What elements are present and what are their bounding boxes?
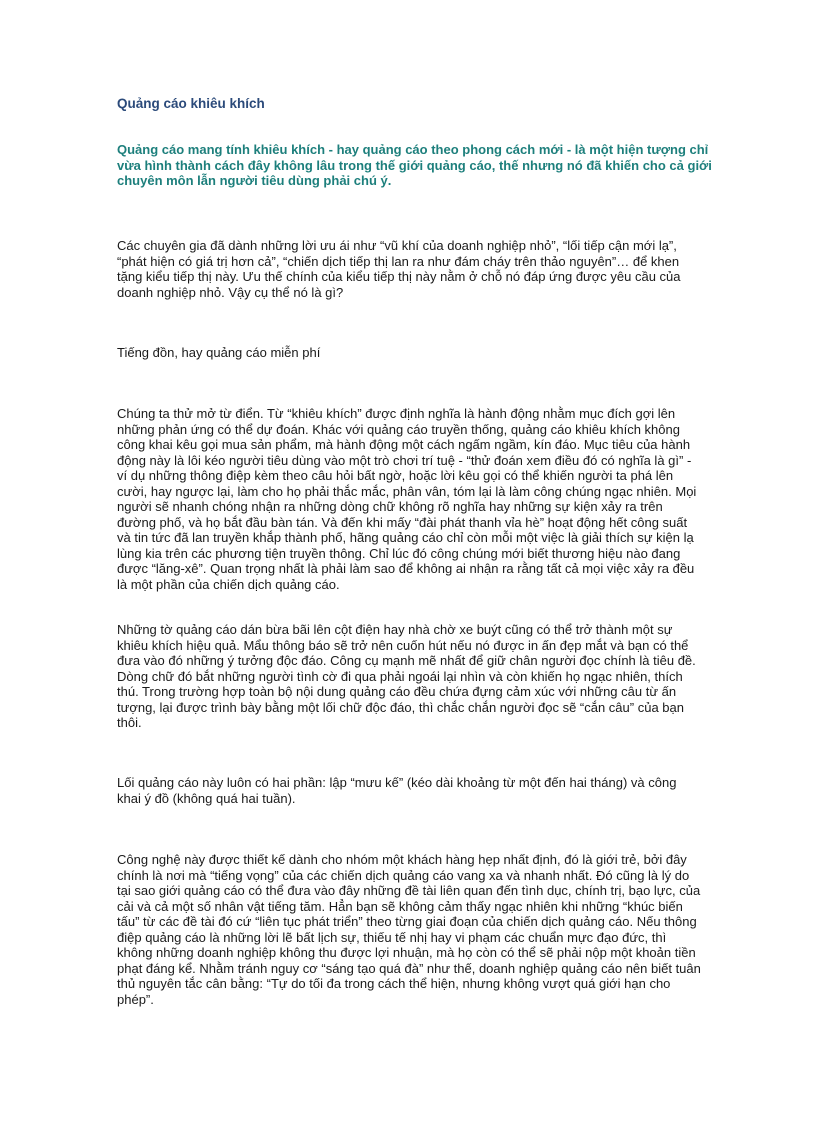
body-paragraph: Những tờ quảng cáo dán bừa bãi lên cột điện hay nhà chờ xe buýt cũng có thể trở thành một sự khiêu khích hiệu quả. Mẩu thông báo sẽ trở nên cuốn hút nếu nó được in ấn đẹp mắt và bạn có thể đưa vào đó những ý tưởng độc đáo. Công cụ mạnh mẽ nhất để giữ chân người đọc chính là tiêu đề. Dòng chữ đó bắt những người tình cờ đi qua phải ngoái lại nhìn và còn khiến họ ngạc nhiên, thích thú. Trong trường hợp toàn bộ nội dung quảng cáo đều chứa đựng cảm xúc với những câu từ ấn tượng, lại được trình bày bằng một lối chữ độc đáo, thì chắc chắn người đọc sẽ “cắn câu” của bạn thôi.	[117, 622, 696, 730]
body-paragraph: Lối quảng cáo này luôn có hai phần: lập “mưu kế” (kéo dài khoảng từ một đến hai tháng) và công khai ý đồ (không quá hai tuần).	[117, 775, 677, 806]
body-paragraph: Các chuyên gia đã dành những lời ưu ái như “vũ khí của doanh nghiệp nhỏ”, “lối tiếp cận mới lạ”, “phát hiện có giá trị hơn cả”, “chiến dịch tiếp thị lan ra như đám cháy trên thảo nguyên”… để khen tặng kiểu tiếp thị này. Ưu thế chính của kiểu tiếp thị này nằm ở chỗ nó đáp ứng được yêu cầu của doanh nghiệp nhỏ. Vậy cụ thể nó là gì?	[117, 238, 681, 300]
section-heading: Tiếng đồn, hay quảng cáo miễn phí	[117, 345, 321, 360]
document-title: Quảng cáo khiêu khích	[117, 96, 265, 111]
lead-paragraph: Quảng cáo mang tính khiêu khích - hay quảng cáo theo phong cách mới - là một hiện tượng chỉ vừa hình thành cách đây không lâu trong thế giới quảng cáo, thế nhưng nó đã khiến cho cả giới chuyên môn lẫn người tiêu dùng phải chú ý.	[117, 142, 712, 188]
body-paragraph: Công nghệ này được thiết kế dành cho nhóm một khách hàng hẹp nhất định, đó là giới trẻ, bởi đây chính là nơi mà “tiếng vọng” của các chiến dịch quảng cáo vang xa và nhanh nhất. Đó cũng là lý do tại sao giới quảng cáo có thể đưa vào đây những đề tài liên quan đến tình dục, chính trị, bạo lực, của cải và cả một số nhân vật tiếng tăm. Hẳn bạn sẽ không cảm thấy ngạc nhiên khi những “khúc biến tấu” từ các đề tài đó cứ “liên tục phát triển” theo từng giai đoạn của chiến dịch quảng cáo. Nếu thông điệp quảng cáo là những lời lẽ bất lịch sự, thiếu tế nhị hay vi phạm các chuẩn mực đạo đức, thì không những doanh nghiệp không thu được lợi nhuận, mà họ còn có thể sẽ phải nộp một khoản tiền phạt đáng kể. Nhằm tránh nguy cơ “sáng tạo quá đà” như thế, doanh nghiệp quảng cáo nên biết tuân thủ nguyên tắc cân bằng: “Tự do tối đa trong cách thể hiện, nhưng không vượt quá giới hạn cho phép”.	[117, 852, 701, 1007]
body-paragraph: Chúng ta thử mở từ điển. Từ “khiêu khích” được định nghĩa là hành động nhằm mục đích gợi lên những phản ứng có thể dự đoán. Khác với quảng cáo truyền thống, quảng cáo khiêu khích không công khai kêu gọi mua sản phẩm, mà hành động một cách ngấm ngầm, kín đáo. Mục tiêu của hành động này là lôi kéo người tiêu dùng vào một trò chơi trí tuệ - “thử đoán xem điều đó có nghĩa là gì” - ví dụ những thông điệp kèm theo câu hỏi bất ngờ, hoặc lời kêu gọi có thể khiến người ta phá lên cười, hay ngược lại, làm cho họ phải thắc mắc, phân vân, tóm lại là làm công chúng ngạc nhiên. Mọi người sẽ nhanh chóng nhận ra những dòng chữ không rõ nghĩa hay những sự kiện xảy ra trên đường phố, và họ bắt đầu bàn tán. Và đến khi mấy “đài phát thanh vỉa hè” hoạt động hết công suất và tin tức đã lan truyền khắp thành phố, hãng quảng cáo chỉ còn mỗi một việc là giải thích sự kiện lạ lùng kia trên các phương tiện truyền thông. Chỉ lúc đó công chúng mới biết thương hiệu nào đang được “lăng-xê”. Quan trọng nhất là phải làm sao để không ai nhận ra rằng tất cả mọi việc xảy ra đều là một phần của chiến dịch quảng cáo.	[117, 406, 697, 592]
